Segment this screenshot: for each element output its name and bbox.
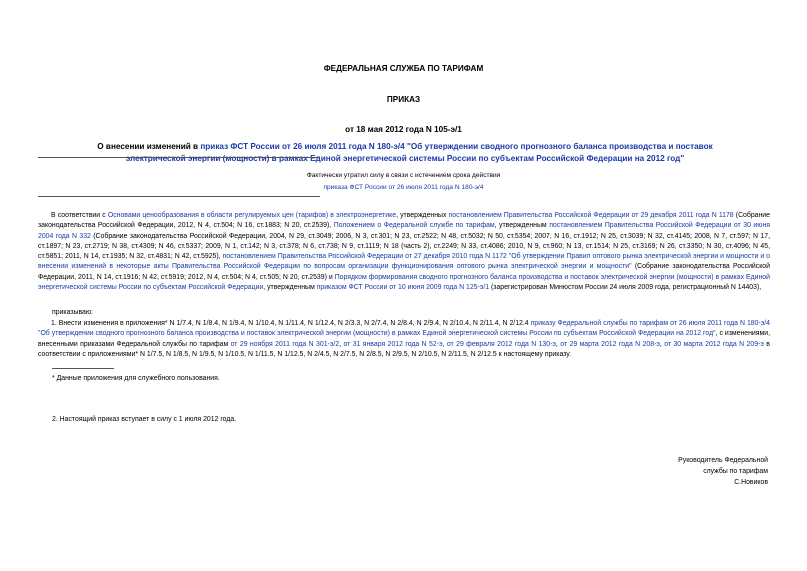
- document-type: ПРИКАЗ: [386, 95, 421, 104]
- preamble-text-4: , утвержденным: [494, 222, 550, 230]
- item1-sep-3: ,: [555, 340, 561, 348]
- document-title: [80, 141, 730, 165]
- separator-bottom: [38, 196, 320, 197]
- link-order-301[interactable]: от 29 ноября 2011 года N 301-э/2: [230, 340, 340, 348]
- title-prefix: О внесении изменений в: [97, 142, 201, 151]
- link-order-125[interactable]: приказом ФСТ России от 10 июня 2009 года N 125-э/1: [316, 284, 490, 292]
- preamble-text-1: В соответствии с: [51, 212, 108, 219]
- signature-name: С.Новиков: [734, 479, 768, 486]
- status-note-text: Фактически утратил силу в связи с истечением срока действия: [306, 172, 501, 179]
- link-order-208[interactable]: от 29 марта 2012 года N 208-э: [560, 340, 660, 348]
- signature-line-2: службы по тарифам: [703, 468, 768, 475]
- item1-sep-4: ,: [659, 340, 665, 348]
- link-resolution-1172[interactable]: постановлением Правительства Российской Федерации от 27 декабря 2010 года N 1172 "Об утверждении Правил оптового рынка электрической энергии и мощности и о внесении изменений в некоторые акты Правительства Российской Федерации по вопросам организации функционирования оптового рынка электрической энергии и мощности": [38, 253, 770, 271]
- footnote: * Данные приложения для служебного пользования.: [52, 375, 220, 382]
- preamble-text-6: (Собрание законодательства Российской Федерации, 2011, N 14, ст.1916; N 42, ст.5919; 2012, N 4, ст.504; N 4, ст.505; N 20, ст.2539) и: [38, 263, 770, 281]
- link-order-209[interactable]: от 30 марта 2012 года N 209-э: [664, 340, 764, 348]
- signature-block: [560, 455, 768, 488]
- item1-text-1: 1. Внести изменения в приложения* N 1/7.4, N 1/8.4, N 1/9.4, N 1/10.4, N 1/11.4, N 1/12.4, N 2/3.3, N 2/7.4, N 2/8.4, N 2/9.4, N 2/10.4, N 2/11.4, N 2/12.4: [51, 320, 531, 327]
- preamble-text-5: (Собрание законодательства Российской Федерации, 2004, N 29, ст.3049; 2006, N 3, ст.301; N 23, ст.2522; N 48, ст.5032; N 50, ст.5354; 2007, N 16, ст.1912; N 25, ст.3039; N 32, ст.4145; 2008, N 7, ст.597; N 17, ст.1897; N 23, ст.2719; N 38, ст.4309; N 46, ст.5337; 2009, N 1, ст.142; N 3, ст.378; N 6, ст.738; N 9, ст.1119; N 18 (часть 2), ст.2249; N 33, ст.4086; 2010, N 9, ст.960; N 13, ст.1514; N 25, ст.3169; N 26, ст.3350; N 30, ст.4096; N 45, ст.5851; 2011, N 14, ст.1935; N 32, ст.4831; N 42, ст.5925),: [38, 232, 770, 261]
- preamble-text-3: (Собрание законодательства Российской Федерации, 2012, N 4, ст.504; N 16, ст.1883; N 20, ст.2539),: [38, 212, 770, 230]
- item1-text-7: в соответствии с приложениями* N 1/7.5, N 1/8.5, N 1/9.5, N 1/10.5, N 1/11.5, N 1/12.5, N 2/4.5, N 2/7.5, N 2/8.5, N 2/9.5, N 2/10.5, N 2/11.5, N 2/12.5 к настоящему приказу.: [38, 340, 770, 358]
- agency-name: ФЕДЕРАЛЬНАЯ СЛУЖБА ПО ТАРИФАМ: [323, 64, 484, 73]
- preamble-text-7: , утвержденным: [263, 284, 317, 292]
- item1-sep-1: ,: [339, 340, 344, 348]
- order-word: приказываю:: [52, 309, 93, 316]
- link-balance-procedure[interactable]: Порядком формирования сводного прогнозного баланса производства и поставок электрической энергии (мощности) в рамках Единой энергетической системы России по субъектам Российской Федерации: [38, 273, 770, 292]
- document-date-number: от 18 мая 2012 года N 105-э/1: [345, 125, 462, 134]
- separator-top: [38, 157, 320, 158]
- link-order-180[interactable]: приказу Федеральной службы по тарифам от 26 июля 2011 года N 180-э/4 "Об утверждении сводного прогнозного баланса производства и поставок электрической энергии (мощности) в рамках Единой энергетической системы России по субъектам Российской Федерации на 2012 год": [38, 320, 770, 338]
- signature-line-1: Руководитель Федеральной: [678, 457, 768, 464]
- link-order-52[interactable]: от 31 января 2012 года N 52-э: [343, 340, 443, 348]
- preamble-text-2: , утвержденных: [396, 212, 449, 219]
- item-1-paragraph: [38, 319, 770, 360]
- footnote-separator: [52, 368, 114, 369]
- status-note-link[interactable]: приказа ФСТ России от 26 июля 2011 года N 180-э/4: [323, 184, 484, 191]
- preamble-text-8: (зарегистрирован Минюстом России 24 июля 2009 года, регистрационный N 14403),: [489, 284, 762, 292]
- title-link[interactable]: приказ ФСТ России от 26 июля 2011 года N 180-э/4 "Об утверждении сводного прогнозного баланса производства и поставок электрической энергии (мощности) в рамках Единой энергетической системы России по субъектам Российской Федерации на 2012 год": [125, 142, 713, 163]
- link-resolution-332[interactable]: постановлением Правительства Российской Федерации от 30 июня 2004 года N 332: [38, 222, 770, 240]
- item1-text-2: , с изменениями, внесенными приказами Федеральной службы по тарифам: [38, 330, 770, 348]
- item-2: 2. Настоящий приказ вступает в силу с 1 июля 2012 года.: [52, 416, 237, 423]
- link-fst-regulation[interactable]: Положением о Федеральной службе по тарифам: [333, 222, 495, 230]
- link-order-130[interactable]: от 29 февраля 2012 года N 130-э: [446, 340, 556, 348]
- link-pricing-basics[interactable]: Основами ценообразования в области регулируемых цен (тарифов) в электроэнергетике: [107, 212, 397, 219]
- preamble-paragraph: [38, 211, 770, 293]
- link-resolution-1178[interactable]: постановлением Правительства Российской Федерации от 29 декабря 2011 года N 1178: [448, 212, 734, 219]
- item1-sep-2: ,: [442, 340, 447, 348]
